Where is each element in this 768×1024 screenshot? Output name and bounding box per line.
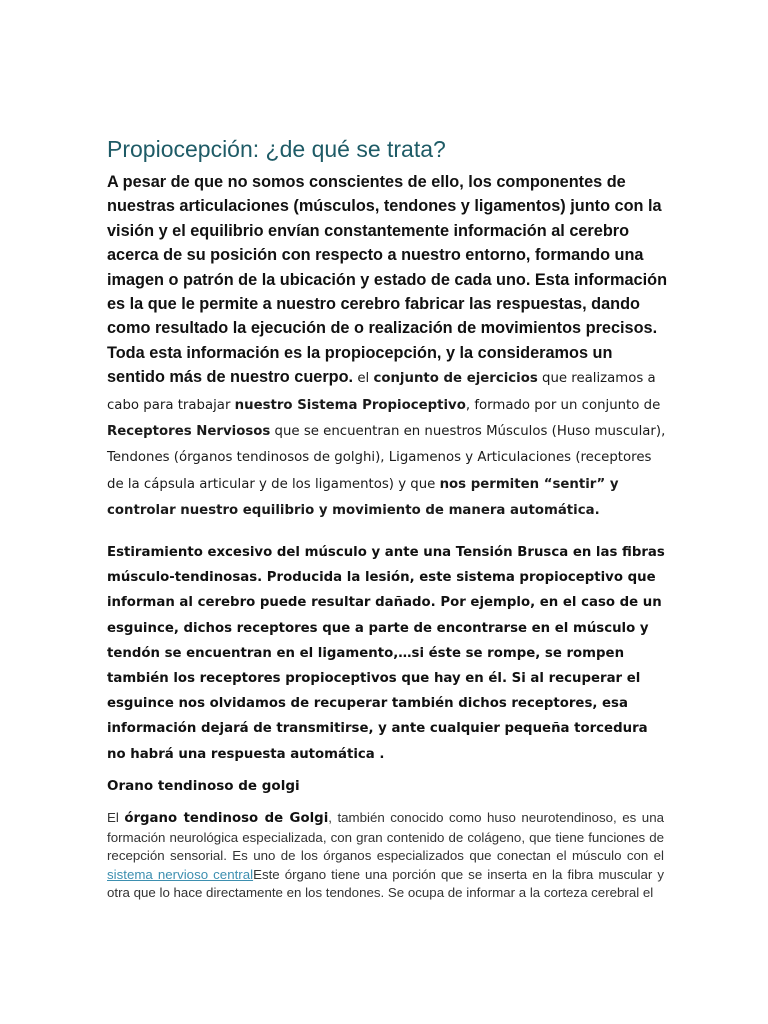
intro-tail-text-4: que se encuentran en nuestros Músculos (Huso muscular), Tendones (órganos tendinosos de golghi), Ligamenos y Articulaciones (receptores de la cápsula articular y de los ligamentos) y que: [107, 424, 666, 492]
sistema-nervioso-link[interactable]: sistema nervioso central: [107, 866, 254, 882]
injury-paragraph: Estiramiento excesivo del músculo y ante una Tensión Brusca en las fibras músculo-tendinosas. Producida la lesión, este sistema propioceptivo que informan al cerebro puede resultar dañado. Por ejemplo, en el caso de un esguince, dichos receptores que a parte de encontrarse en el músculo y tendón se encuentran en el ligamento,…si éste se rompe, se rompen también los receptores propioceptivos que hay en él. Si al recuperar el esguince nos olvidamos de recuperar también dichos receptores, esa información dejará de transmitirse, y ante cualquier pequeña torcedura no habrá una respuesta automática .: [107, 545, 665, 762]
intro-tail-bold-3: Receptores Nerviosos: [107, 424, 271, 440]
golgi-text-2: , también conocido como huso neurotendinoso, es una formación neurológica especializada, con gran contenido de colágeno, que tiene funciones de recepción sensorial. Es uno de los órganos especializados que conectan el músculo con el: [107, 810, 664, 864]
golgi-text-1: El: [107, 810, 125, 825]
intro-tail-text-3: , formado por un conjunto de: [465, 397, 661, 413]
intro-tail: [107, 371, 665, 518]
golgi-paragraph: [107, 809, 664, 903]
golgi-term: órgano tendinoso de Golgi: [124, 811, 329, 826]
section-subheading: Orano tendinoso de golgi: [107, 778, 300, 794]
intro-tail-bold-1: conjunto de ejercicios: [373, 371, 538, 387]
intro-tail-text-2: que realizamos a cabo para trabajar: [107, 371, 656, 413]
page-title: Propiocepción: ¿de qué se trata?: [107, 136, 446, 162]
intro-paragraph: [107, 170, 667, 524]
intro-tail-bold-2: nuestro Sistema Propioceptivo: [234, 397, 466, 413]
intro-bold-text: A pesar de que no somos conscientes de ello, los componentes de nuestras articulaciones (músculos, tendones y ligamentos) junto con la visión y el equilibrio envían constantemente información al cerebro acerca de su posición con respecto a nuestro entorno, formando una imagen o patrón de la ubicación y estado de cada uno. Esta información es la que le permite a nuestro cerebro fabricar las respuestas, dando como resultado la ejecución de o realización de movimientos precisos. Toda esta información es la propiocepción, y la consideramos un sentido más de nuestro cuerpo.: [107, 173, 668, 387]
intro-tail-bold-4: nos permiten “sentir” y controlar nuestro equilibrio y movimiento de manera automática.: [107, 476, 619, 519]
intro-tail-text-1: el: [353, 371, 374, 387]
golgi-text-3: Este órgano tiene una porción que se inserta en la fibra muscular y otra que lo hace directamente en los tendones. Se ocupa de informar a la corteza cerebral el: [107, 866, 664, 901]
